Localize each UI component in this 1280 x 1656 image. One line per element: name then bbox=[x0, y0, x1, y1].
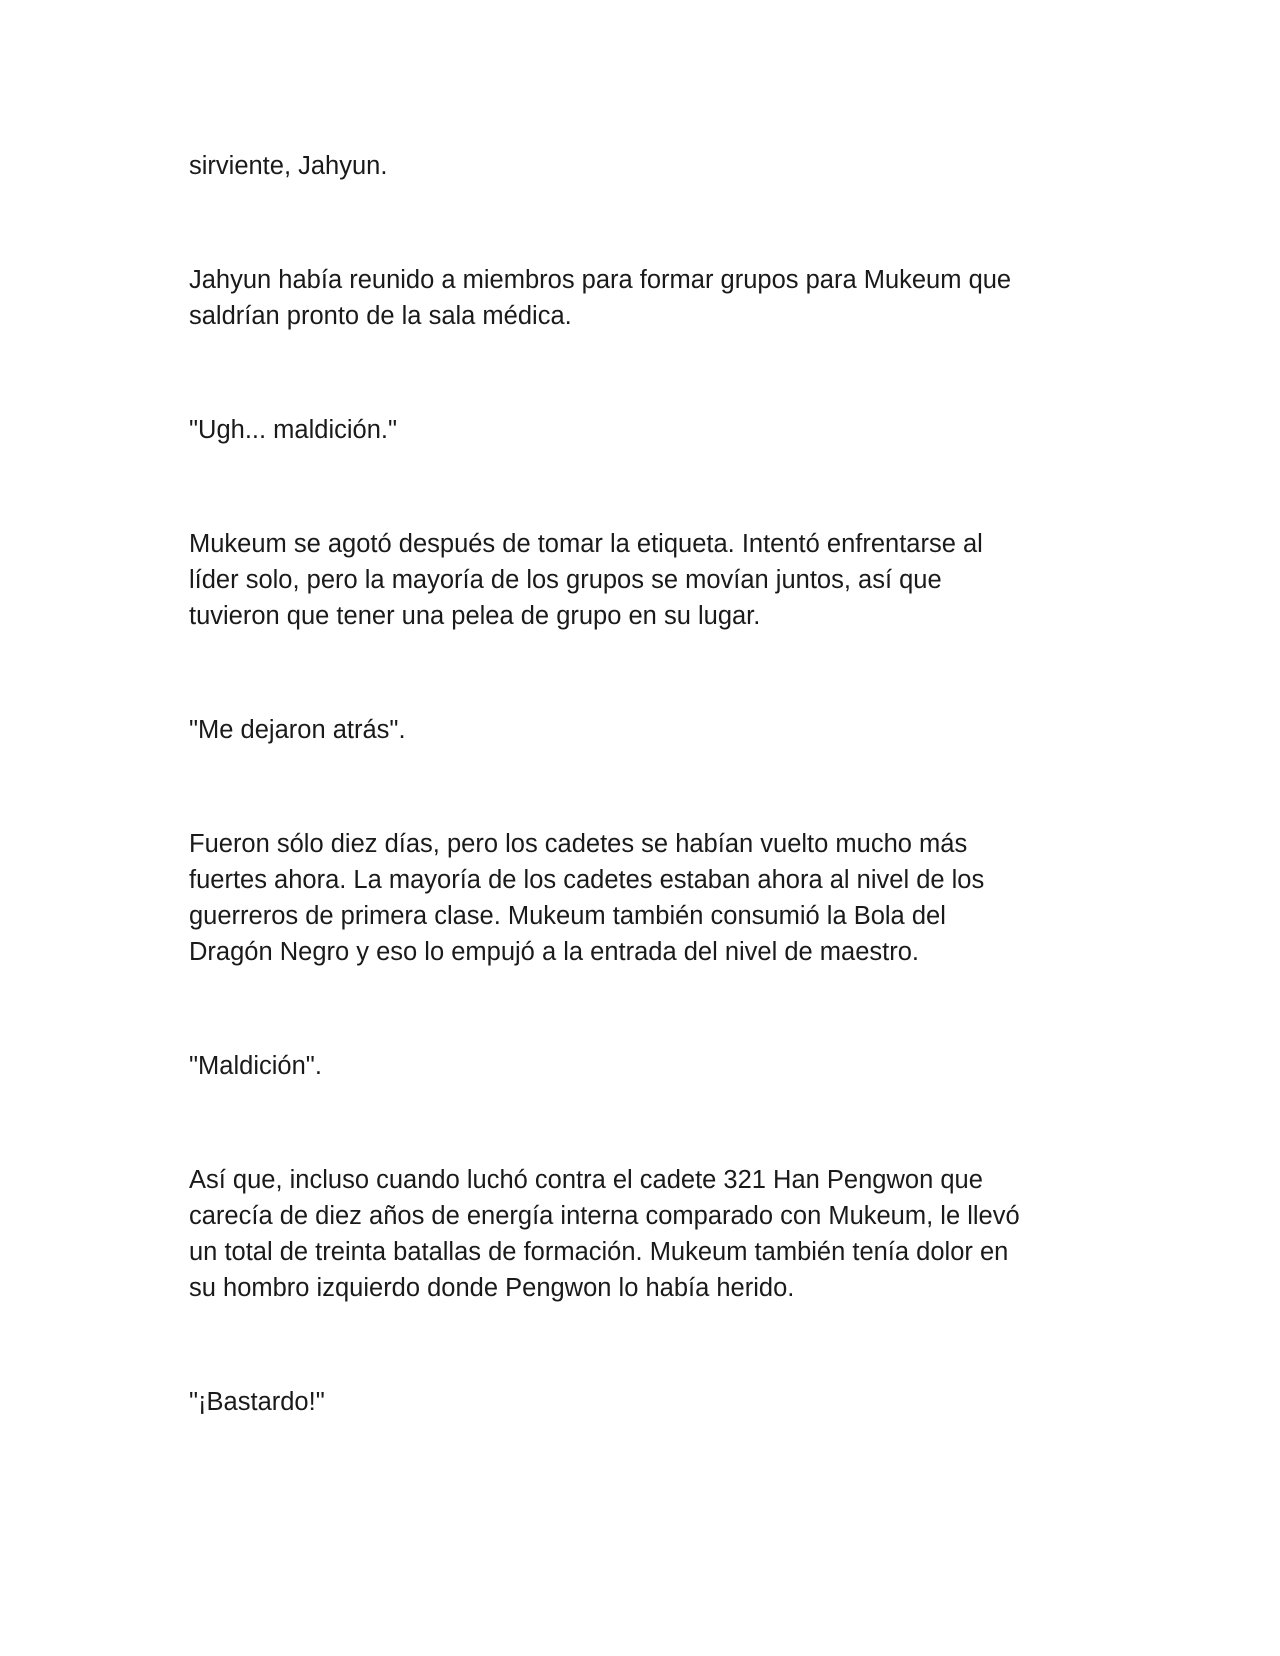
paragraph-9 bbox=[189, 1384, 1089, 1420]
text-line: Jahyun había reunido a miembros para formar grupos para Mukeum que bbox=[189, 266, 1012, 294]
paragraph-3 bbox=[189, 412, 1089, 448]
text-line: líder solo, pero la mayoría de los grupos se movían juntos, así que bbox=[189, 566, 942, 594]
paragraph-2 bbox=[189, 262, 1089, 334]
text-line: fuertes ahora. La mayoría de los cadetes estaban ahora al nivel de los bbox=[189, 866, 985, 894]
paragraph-4 bbox=[189, 526, 1089, 634]
text-line: tuvieron que tener una pelea de grupo en su lugar. bbox=[189, 602, 761, 630]
paragraph-8 bbox=[189, 1162, 1089, 1306]
text-line: "¡Bastardo!" bbox=[189, 1388, 325, 1416]
text-line: un total de treinta batallas de formación. Mukeum también tenía dolor en bbox=[189, 1238, 1009, 1266]
text-line: Mukeum se agotó después de tomar la etiqueta. Intentó enfrentarse al bbox=[189, 530, 983, 558]
text-line: "Ugh... maldición." bbox=[189, 416, 398, 444]
paragraph-7 bbox=[189, 1048, 1089, 1084]
text-line: Dragón Negro y eso lo empujó a la entrada del nivel de maestro. bbox=[189, 938, 919, 966]
text-line: carecía de diez años de energía interna comparado con Mukeum, le llevó bbox=[189, 1202, 1020, 1230]
text-line: "Me dejaron atrás". bbox=[189, 716, 406, 744]
text-line: "Maldición". bbox=[189, 1052, 322, 1080]
text-line: Fueron sólo diez días, pero los cadetes se habían vuelto mucho más bbox=[189, 830, 968, 858]
text-line: saldrían pronto de la sala médica. bbox=[189, 302, 572, 330]
text-line: su hombro izquierdo donde Pengwon lo había herido. bbox=[189, 1274, 795, 1302]
text-line: Así que, incluso cuando luchó contra el cadete 321 Han Pengwon que bbox=[189, 1166, 983, 1194]
paragraph-6 bbox=[189, 826, 1089, 970]
text-line: sirviente, Jahyun. bbox=[189, 152, 388, 180]
paragraph-5 bbox=[189, 712, 1089, 748]
text-line: guerreros de primera clase. Mukeum también consumió la Bola del bbox=[189, 902, 946, 930]
paragraph-1 bbox=[189, 148, 1089, 184]
